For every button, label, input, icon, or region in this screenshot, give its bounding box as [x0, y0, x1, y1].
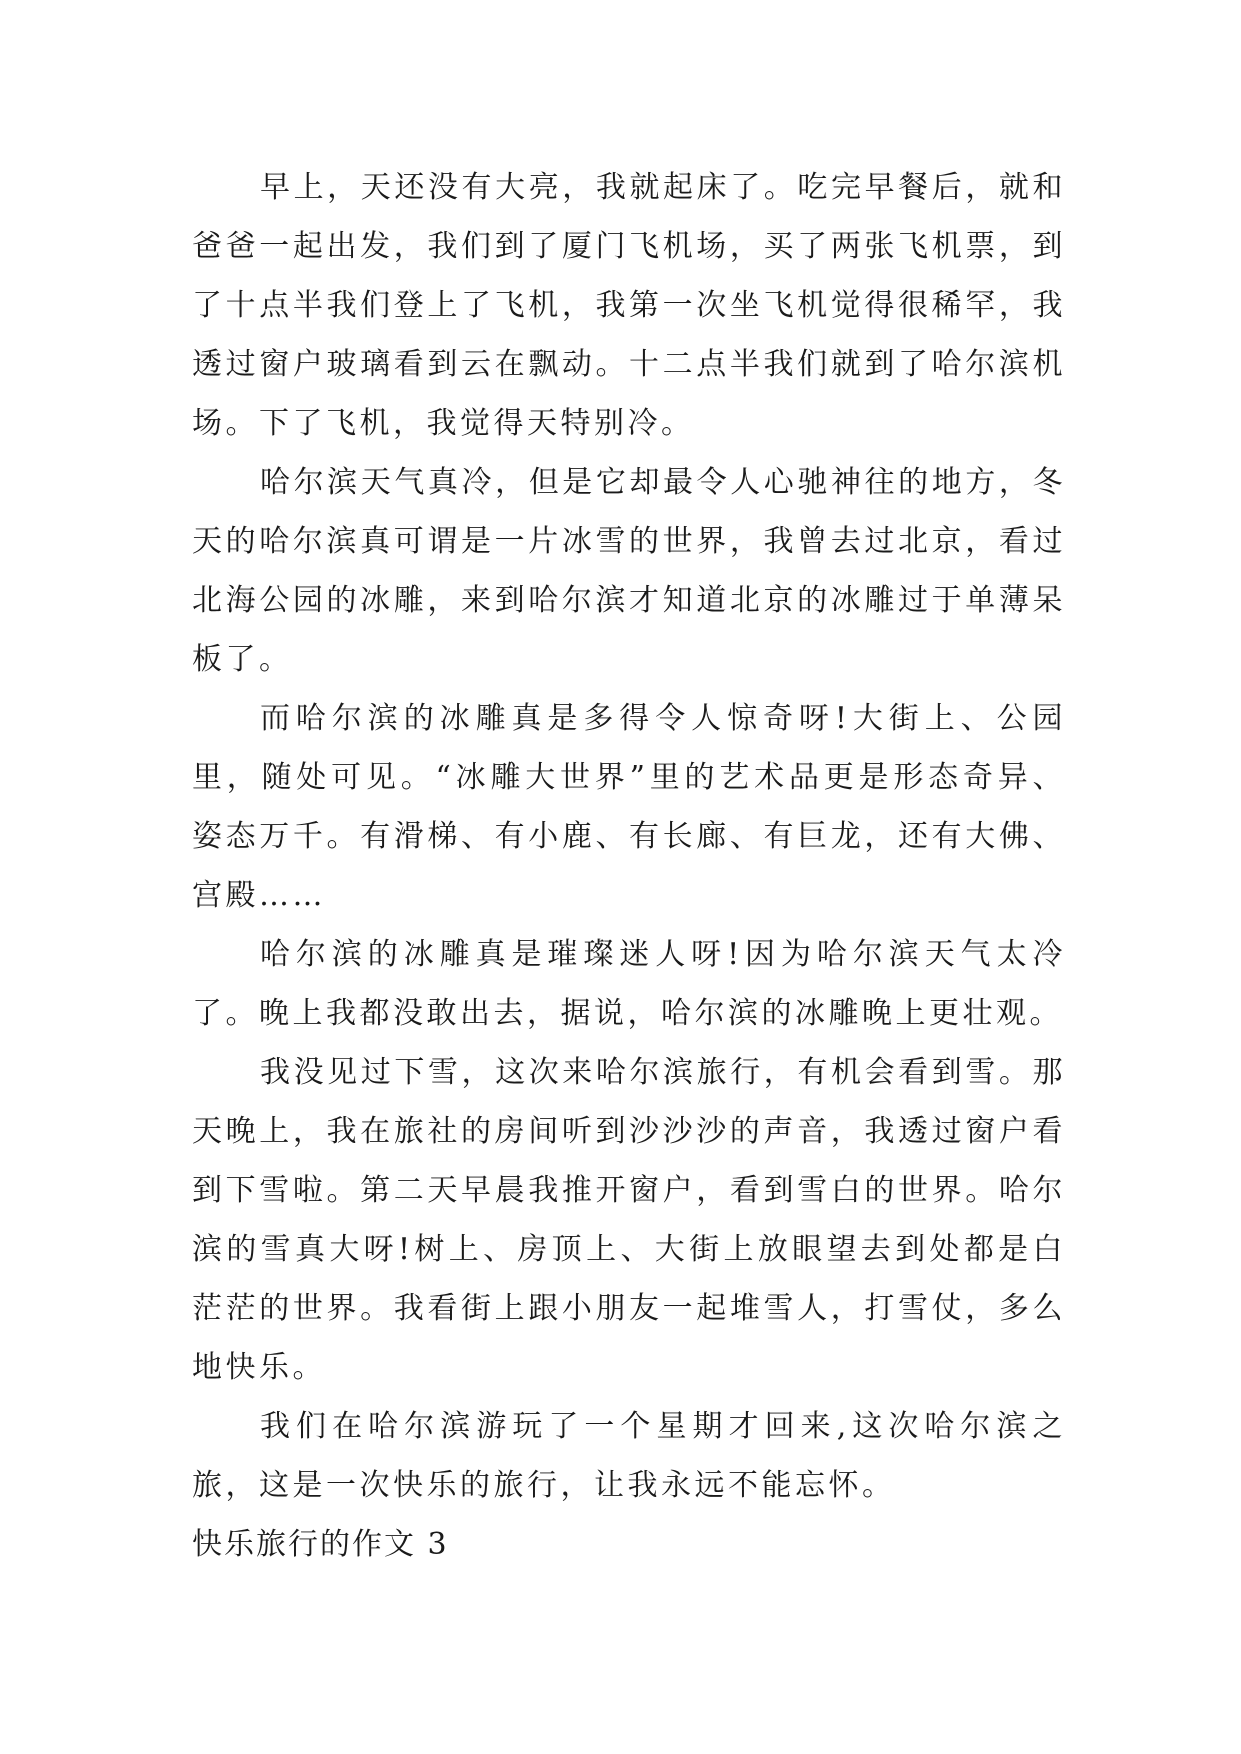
paragraph-3: 而哈尔滨的冰雕真是多得令人惊奇呀!大街上、公园里，随处可见。“冰雕大世界”里的艺术品更是形态奇异、姿态万千。有滑梯、有小鹿、有长廊、有巨龙，还有大佛、宫殿……	[192, 701, 1066, 913]
paragraph-6: 我们在哈尔滨游玩了一个星期才回来,这次哈尔滨之旅，这是一次快乐的旅行，让我永远不能忘怀。	[192, 1409, 1066, 1503]
paragraph-1: 早上，天还没有大亮，我就起床了。吃完早餐后，就和爸爸一起出发，我们到了厦门飞机场，买了两张飞机票，到了十点半我们登上了飞机，我第一次坐飞机觉得很稀罕，我透过窗户玻璃看到云在飘动。十二点半我们就到了哈尔滨机场。下了飞机，我觉得天特别冷。	[192, 170, 1066, 441]
paragraph-2: 哈尔滨天气真冷，但是它却最令人心驰神往的地方，冬天的哈尔滨真可谓是一片冰雪的世界，我曾去过北京，看过北海公园的冰雕，来到哈尔滨才知道北京的冰雕过于单薄呆板了。	[192, 465, 1066, 677]
paragraph-4: 哈尔滨的冰雕真是璀璨迷人呀!因为哈尔滨天气太冷了。晚上我都没敢出去，据说，哈尔滨的冰雕晚上更壮观。	[192, 937, 1066, 1031]
document-body	[192, 158, 1066, 1574]
paragraph-5: 我没见过下雪，这次来哈尔滨旅行，有机会看到雪。那天晚上，我在旅社的房间听到沙沙沙的声音，我透过窗户看到下雪啦。第二天早晨我推开窗户，看到雪白的世界。哈尔滨的雪真大呀!树上、房顶上、大街上放眼望去到处都是白茫茫的世界。我看街上跟小朋友一起堆雪人，打雪仗，多么地快乐。	[192, 1055, 1066, 1385]
section-heading: 快乐旅行的作文 3	[192, 1527, 449, 1562]
